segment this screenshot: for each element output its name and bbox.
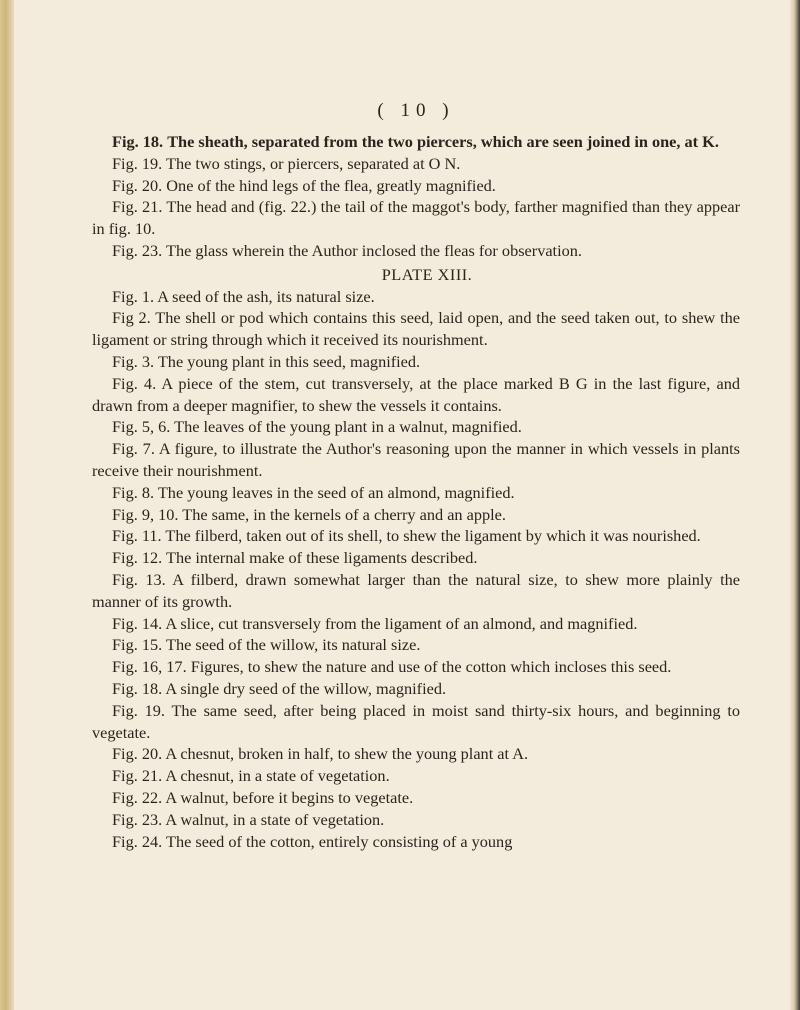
book-page [14, 0, 790, 1010]
figure-entry [92, 700, 740, 744]
figure-description: The young leaves in the seed of an almond, magnified. [157, 482, 515, 502]
figure-entry [92, 547, 740, 569]
figure-number: Fig. 5, 6. [112, 417, 171, 437]
figure-description: The leaves of the young plant in a walnut, magnified. [174, 417, 522, 437]
figure-entry [92, 175, 740, 197]
figure-number: Fig. 23. [112, 240, 163, 260]
figure-description: The head and (fig. 22.) the tail of the maggot's body, farther magnified than they appear in fig. 10. [92, 197, 740, 239]
figure-number: Fig. 24. [112, 831, 163, 851]
page-number: ( 10 ) [377, 100, 455, 121]
figure-description: The same, in the kernels of a cherry and an apple. [182, 504, 506, 524]
figure-description: A seed of the ash, its natural size. [157, 286, 375, 306]
figure-number: Fig. 13. [112, 569, 166, 589]
book-binding-edge [0, 0, 14, 1010]
figure-number: Fig. 23. [112, 809, 163, 829]
figure-description: A chesnut, broken in half, to shew the young plant at A. [165, 744, 529, 764]
figure-entry [92, 307, 740, 351]
figure-description: The glass wherein the Author inclosed the fleas for observation. [166, 240, 582, 260]
figure-entry [92, 743, 740, 765]
figure-description: The shell or pod which contains this seed, laid open, and the seed taken out, to shew the ligament or string through which it received its nourishment. [92, 308, 741, 350]
figure-entry [92, 787, 740, 809]
figure-description: A figure, to illustrate the Author's reasoning upon the manner in which vessels in plants receive their nourishment. [92, 439, 740, 480]
figure-number: Fig. 4. [112, 373, 157, 393]
figure-entry [92, 482, 740, 504]
figure-entry [92, 416, 740, 438]
figure-entry [92, 678, 740, 700]
figure-description: A piece of the stem, cut transversely, at the place marked B G in the last figure, and drawn from a deeper magnifier, to shew the vessels it contains. [92, 373, 740, 415]
figure-description: Figures, to shew the nature and use of the cotton which incloses this seed. [190, 657, 672, 677]
plate-heading: PLATE XIII. [381, 264, 473, 284]
figure-number: Fig. 11. [112, 526, 162, 546]
figure-entry [92, 634, 740, 656]
figure-number: Fig. 9, 10. [112, 504, 179, 524]
figure-number: Fig. 3. [112, 351, 155, 371]
figure-number: Fig. 1. [112, 286, 155, 306]
figure-entry [92, 525, 740, 547]
section-b [92, 286, 740, 853]
figure-number: Fig. 7. [112, 439, 155, 459]
figure-number: Fig. 14. [112, 613, 163, 633]
figure-number: Fig. 21. [112, 197, 163, 217]
figure-number: Fig. 22. [112, 787, 163, 807]
figure-description: The seed of the cotton, entirely consisting of a young [166, 831, 513, 851]
figure-number: Fig. 16, 17. [112, 657, 187, 677]
figure-entry [92, 240, 740, 262]
figure-number: Fig. 18. [112, 678, 163, 698]
figure-number: Fig. 21. [112, 766, 163, 786]
figure-number: Fig 2. [112, 308, 151, 328]
figure-number: Fig. 12. [112, 548, 163, 568]
figure-entry [92, 373, 740, 417]
figure-entry [92, 351, 740, 373]
figure-description: The seed of the willow, its natural size. [166, 635, 421, 655]
figure-number: Fig. 20. [112, 175, 163, 195]
figure-number: Fig. 8. [112, 482, 155, 502]
page-text [92, 131, 740, 852]
figure-entry [92, 613, 740, 635]
figure-entry [92, 286, 740, 308]
figure-number: Fig. 19. [112, 153, 163, 173]
figure-description: A walnut, in a state of vegetation. [165, 809, 385, 829]
figure-number: Fig. 20. [112, 744, 163, 764]
figure-description: A walnut, before it begins to vegetate. [165, 787, 414, 807]
figure-entry [92, 438, 740, 482]
section-a [92, 131, 740, 262]
figure-description: A chesnut, in a state of vegetation. [165, 766, 390, 786]
figure-number: Fig. 19. [112, 700, 165, 720]
figure-entry [92, 131, 740, 153]
figure-description: One of the hind legs of the flea, greatly magnified. [166, 175, 496, 195]
figure-entry [92, 569, 740, 613]
figure-description: The filberd, taken out of its shell, to shew the ligament by which it was nourished. [165, 526, 701, 546]
figure-entry [92, 196, 740, 240]
figure-entry [92, 153, 740, 175]
figure-description: The young plant in this seed, magnified. [157, 351, 421, 371]
figure-number: Fig. 15. [112, 635, 163, 655]
figure-description: The two stings, or piercers, separated at O N. [166, 153, 461, 173]
figure-description: The internal make of these ligaments described. [166, 548, 478, 568]
figure-description: The same seed, after being placed in moist sand thirty-six hours, and beginning to vegetate. [92, 700, 741, 742]
figure-entry [92, 504, 740, 526]
page-edge-shadow [790, 0, 800, 1010]
figure-description: A slice, cut transversely from the ligament of an almond, and magnified. [165, 613, 638, 633]
figure-entry [92, 765, 740, 787]
figure-description: A single dry seed of the willow, magnified. [165, 678, 447, 698]
figure-number: Fig. 18. [112, 132, 164, 151]
figure-entry [92, 831, 740, 853]
figure-description: A filberd, drawn somewhat larger than the natural size, to shew more plainly the manner of its growth. [92, 569, 740, 611]
figure-entry [92, 809, 740, 831]
figure-entry [92, 656, 740, 678]
figure-description: The sheath, separated from the two piercers, which are seen joined in one, at K. [167, 132, 719, 151]
